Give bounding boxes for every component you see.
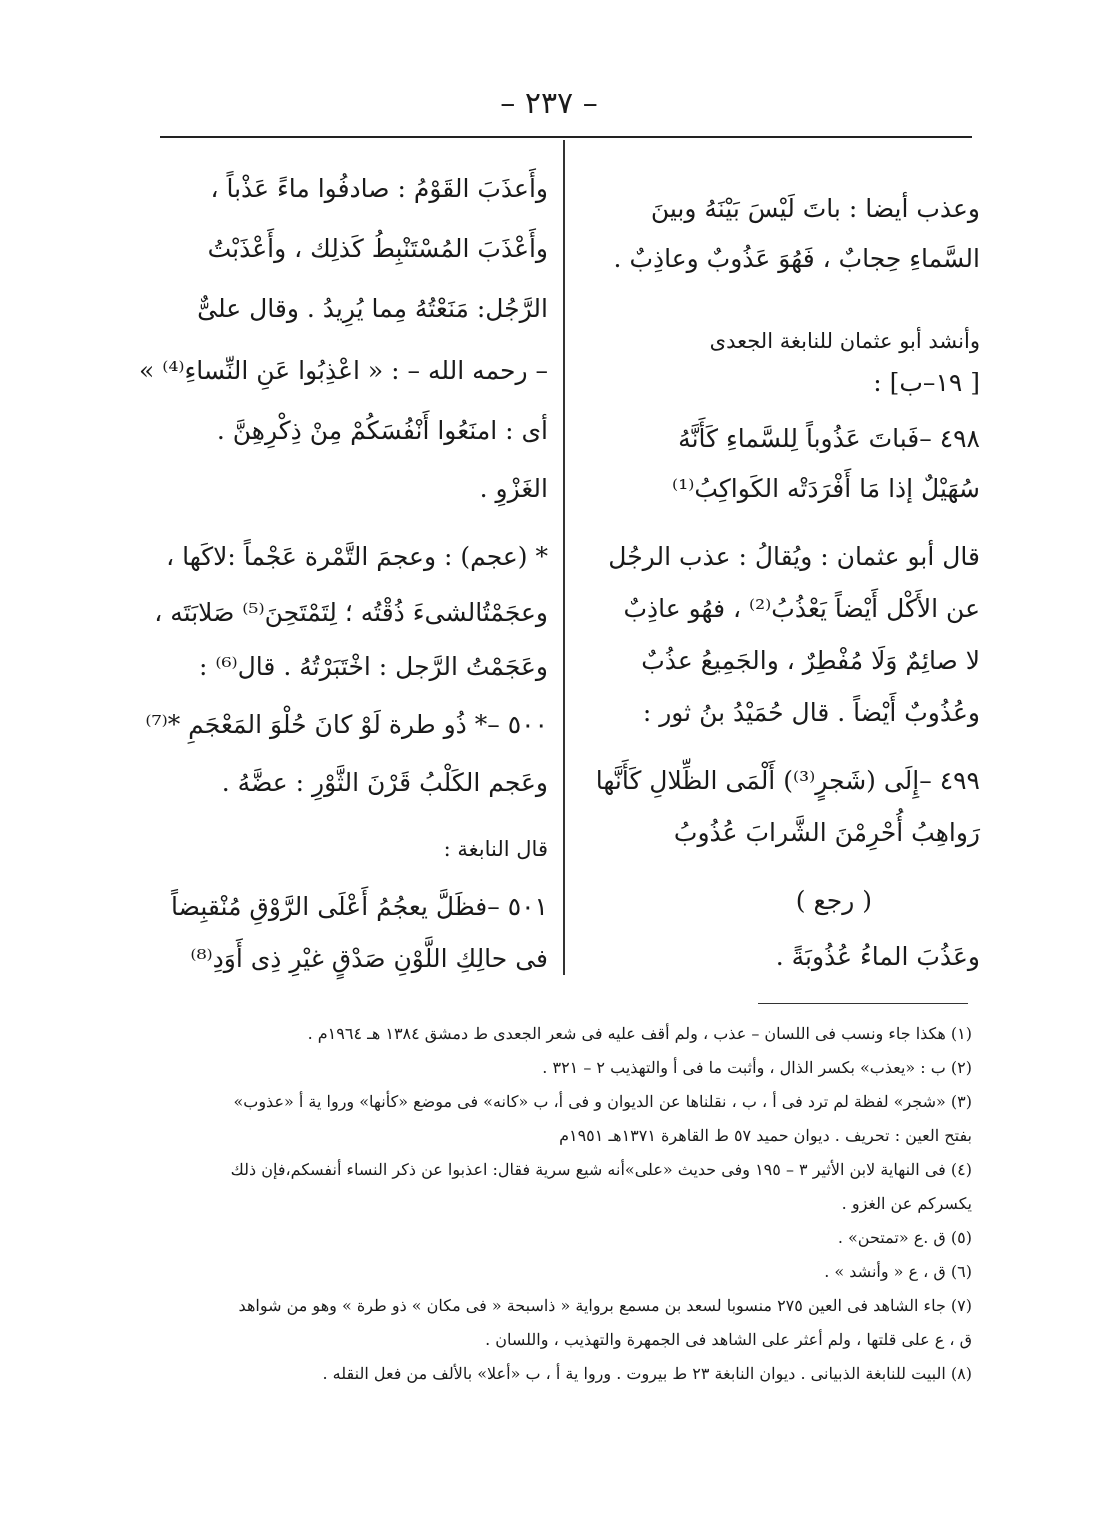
- verse-line: فى حالِكِ اللَّوْنِ صَدْقٍ غيْرِ ذِى أَوَدِ⁽⁸⁾: [190, 944, 548, 973]
- text-line: السَّماءِ حِجابٌ ، فَهُوَ عَذُوبٌ وعاذِبٌ .: [613, 244, 980, 273]
- text-line: لا صائِمٌ وَلَا مُفْطِرٌ ، والجَمِيعُ عذُبٌ: [641, 646, 980, 675]
- text-line: أى : امنَعُوا أَنْفُسَكُمْ مِنْ ذِكْرِهِنَّ .: [216, 416, 548, 445]
- text-line: الغَزْوِ .: [479, 474, 548, 503]
- text-line: وعَجَمْتُ الرَّجل : اخْتَبَرْتُهُ . قال⁽⁶⁾ :: [198, 652, 548, 681]
- section-heading: ( رجع ): [795, 886, 872, 915]
- page-number: – ٢٣٧ –: [500, 86, 598, 121]
- text-line: الرَّجُل: مَنَعْتُهُ مِما يُرِيدُ . وقال علىٌّ: [197, 294, 548, 323]
- text-line: عن الأَكْل أَيْضاً يَعْذُبُ⁽²⁾ ، فهُو عاذِبٌ: [623, 594, 980, 623]
- footnote: (٨) البيت للنابغة الذبيانى . ديوان النابغة ٢٣ ط بيروت . وروا ية أ ، ب «أعلا» بالألف من فعل النقله .: [322, 1364, 972, 1383]
- verse-line: ٥٠١ –فظَلَّ يعجُمُ أَعْلَى الرَّوْقِ مُنْقبِضاً: [171, 892, 548, 921]
- footnote: (٢) ب : «يعذب» بكسر الذال ، وأثبت ما فى أ والتهذيب ٢ – ٣٢١ .: [542, 1058, 972, 1077]
- text-line: وعُذُوبٌ أَيْضاً . قال حُمَيْدُ بنُ ثور :: [642, 698, 980, 727]
- footnote: يكسركم عن الغزو .: [841, 1194, 972, 1213]
- footnote: بفتح العين : تحريف . ديوان حميد ٥٧ ط القاهرة ١٣٧١هـ ١٩٥١م: [559, 1126, 972, 1145]
- text-line: – رحمه الله – : « اعْذِبُوا عَنِ النِّساءِ⁽⁴⁾ »: [138, 356, 548, 385]
- verse-line: رَواهِبُ أُحْرِمْنَ الشَّرابَ عُذُوبُ: [673, 818, 980, 847]
- text-line: وعذب أيضا : باتَ لَيْسَ بَيْنَهُ وبينَ: [650, 194, 980, 223]
- text-line: وعَجم الكَلْبُ قَرْنَ الثَّوْرِ : عضَّهُ .: [221, 768, 548, 797]
- column-divider: [563, 140, 565, 975]
- text-line: [ ١٩–ب] :: [873, 368, 980, 397]
- text-line: وعجَمْتُالشىءَ ذُقْتُه ؛ لِتَمْتَحِنَ⁽⁵⁾ صَلابَتَه ،: [154, 598, 548, 627]
- verse-line: ٤٩٨ –فَباتَ عَذُوباً لِلسَّماءِ كَأَنَّهُ: [678, 424, 980, 453]
- text-line: وأَعذَبَ القَوْمُ : صادفُوا ماءً عَذْباً ،: [210, 174, 548, 203]
- text-line: وأنشد أبو عثمان للنابغة الجعدى: [709, 329, 980, 353]
- footnote: (٦) ق ، ع « وأنشد » .: [824, 1262, 972, 1281]
- footnote: ق ، ع على قلتها ، ولم أعثر على الشاهد فى الجمهرة والتهذيب ، واللسان .: [485, 1330, 972, 1349]
- text-line: وأَعْذَبَ المُسْتَنْبِطُ كَذلِك ، وأَعْذَبْتُ: [207, 234, 548, 263]
- footnote-rule: [758, 1003, 968, 1004]
- verse-line: سُهَيْلٌ إذا مَا أَفْرَدَتْه الكَواكِبُ⁽¹⁾: [672, 474, 980, 503]
- text-line: قال النابغة :: [443, 837, 548, 861]
- verse-line: ٤٩٩ –إِلَى (شَجرٍ⁽³⁾) أَلْمَى الظِّلالِ كَأَنَّها: [595, 766, 980, 795]
- verse-line: ٥٠٠ –* ذُو طرة لَوْ كانَ حُلْوَ المَعْجَمِ *⁽⁷⁾: [145, 710, 548, 739]
- header-rule: [160, 136, 972, 138]
- footnote: (٧) جاء الشاهد فى العين ٢٧٥ منسوبا لسعد بن مسمع برواية « ذاسبحة « فى مكان » ذو طرة » وهو من شواهد: [238, 1296, 972, 1315]
- footnote: (١) هكذا جاء ونسب فى اللسان – عذب ، ولم أقف عليه فى شعر الجعدى ط دمشق ١٣٨٤ هـ ١٩٦٤م .: [307, 1024, 972, 1043]
- text-line: قال أبو عثمان : ويُقالُ : عذب الرجُل: [608, 542, 980, 571]
- text-line: * (عجم) : وعجمَ التَّمْرة عَجْماً :لاكَها ،: [166, 542, 548, 571]
- footnote: (٣) «شجر» لفظة لم ترد فى أ ، ب ، نقلناها عن الديوان و فى أ، ب «كانه» فى موضع «كأنها» وروا ية أ «عذوب»: [233, 1092, 972, 1111]
- text-line: وعَذُبَ الماءُ عُذُوبَةً .: [775, 942, 980, 971]
- footnote: (٥) ق .ع «تمتحن» .: [837, 1228, 972, 1247]
- footnote: (٤) فى النهاية لابن الأثير ٣ – ١٩٥ وفى حديث «على»أنه شيع سرية فقال: اعذبوا عن ذكر النساء أنفسكم،فإن ذلك: [230, 1160, 972, 1179]
